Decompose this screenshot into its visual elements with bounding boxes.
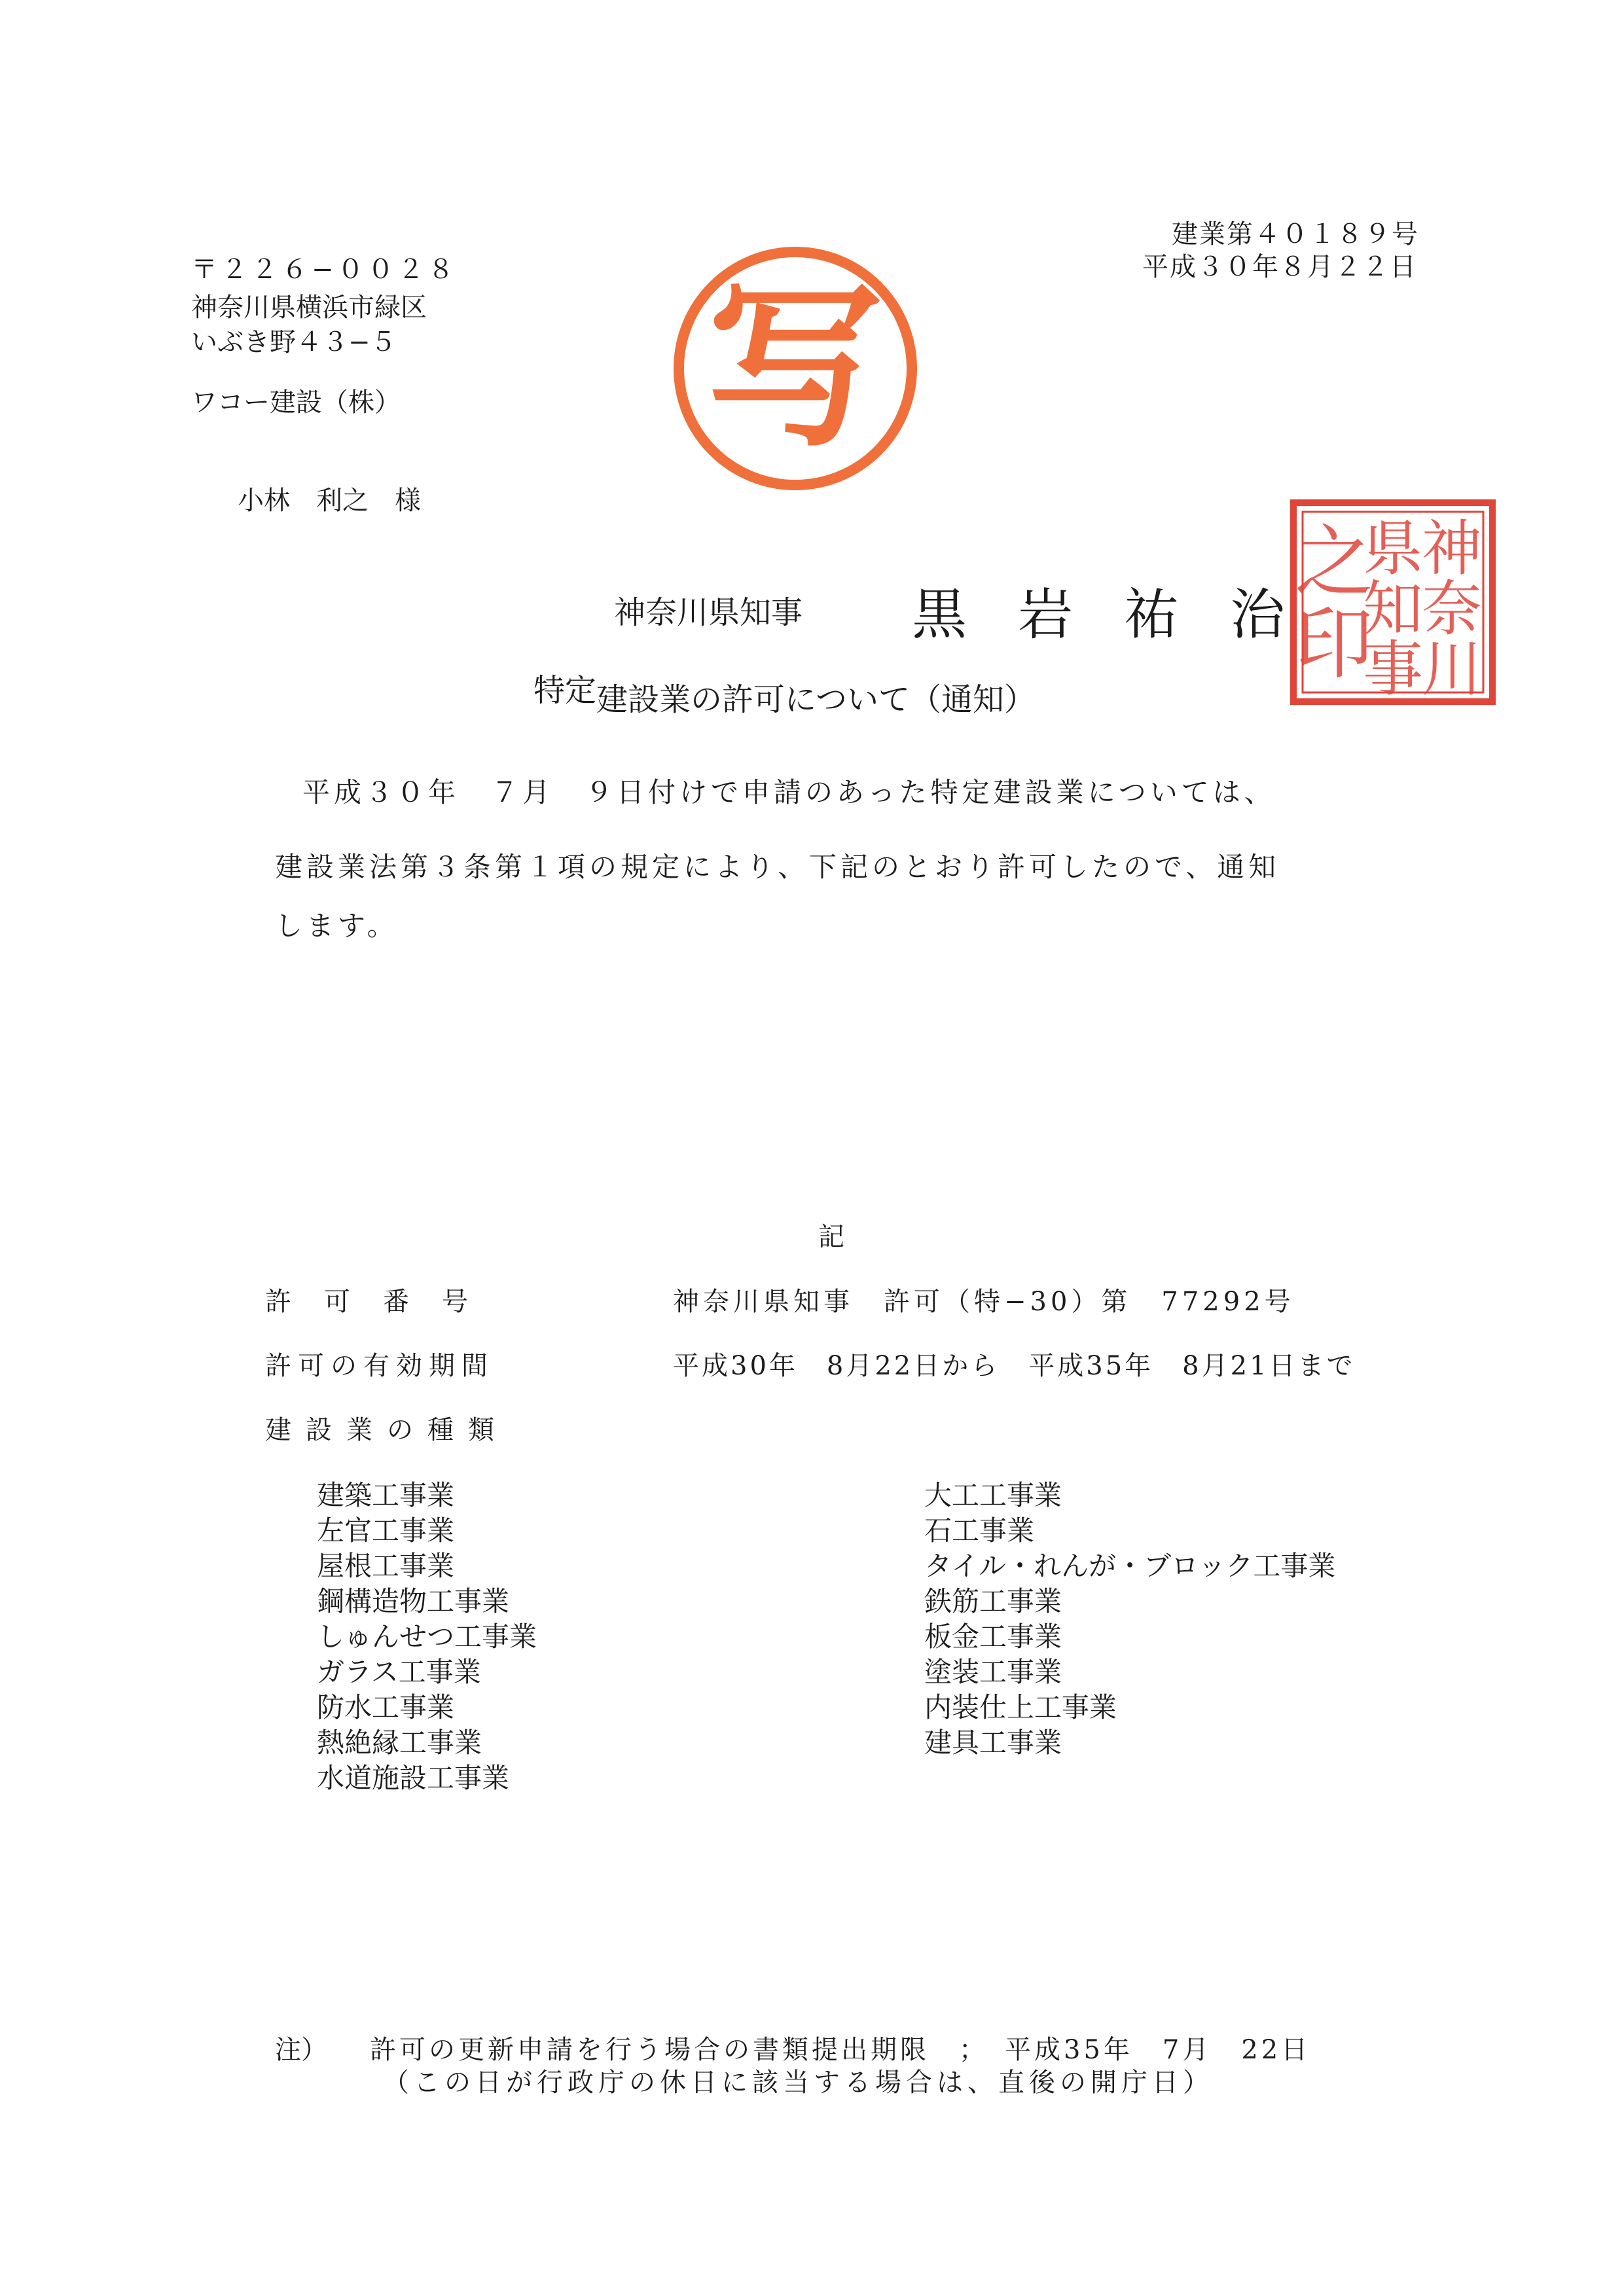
business-types-right-list [924,1478,1335,1761]
business-type-item: タイル・れんが・ブロック工事業 [924,1550,1336,1582]
official-seal-icon [1288,497,1498,707]
business-type-item: 大工工事業 [924,1479,1062,1511]
svg-text:奈: 奈 [1421,574,1483,644]
subject-line [533,674,1036,719]
body-line2: 建設業法第３条第１項の規定により、下記のとおり許可したので、通知 [275,851,1280,883]
svg-text:之: 之 [1295,517,1373,608]
note-line1: 許可の更新申請を行う場合の書類提出期限 ； 平成35年 7月 22日 [370,2035,1311,2065]
business-type-item: 鋼構造物工事業 [317,1585,510,1617]
svg-text:神: 神 [1421,514,1483,584]
svg-text:川: 川 [1421,634,1483,704]
issuer-title: 神奈川県知事 [614,594,803,631]
note-label: 注） [275,2035,327,2065]
business-type-item: 水道施設工事業 [317,1762,510,1794]
record-heading: 記 [818,1222,844,1252]
subject-main: 建設業の許可について（通知） [596,681,1036,718]
business-type-item: 内装仕上工事業 [924,1691,1117,1723]
business-types-label: 建設業の種類 [265,1415,509,1445]
business-type-item: しゅんせつ工事業 [317,1621,537,1653]
issuer-name: 黒岩祐治 [912,583,1337,647]
business-type-item: 防水工事業 [317,1691,455,1723]
business-type-item: 石工事業 [924,1515,1035,1547]
recipient-name: 小林 利之 様 [238,486,421,516]
permit-number-value: 神奈川県知事 許可（特−30）第 77292号 [673,1287,1295,1317]
validity-value: 平成30年 8月22日から 平成35年 8月21日まで [673,1351,1356,1381]
address-line1: 神奈川県横浜市緑区 [191,293,427,323]
business-type-item: 建具工事業 [924,1727,1062,1759]
business-type-item: 屋根工事業 [317,1550,455,1582]
business-type-item: 建築工事業 [317,1479,455,1511]
body-line1: 平成３０年 ７月 ９日付けで申請のあった特定建設業については、 [302,776,1276,808]
note-line2: （この日が行政庁の休日に該当する場合は、直後の開庁日） [383,2068,1214,2098]
recipient-company: ワコー建設（株） [191,387,401,418]
svg-text:知: 知 [1362,574,1424,644]
body-line3: します。 [275,910,399,942]
business-type-item: 鉄筋工事業 [924,1585,1062,1617]
document-number: 建業第４０１８９号 [1172,219,1419,249]
business-type-item: 左官工事業 [317,1515,455,1547]
validity-label: 許可の有効期間 [265,1351,494,1381]
business-types-left-list [317,1478,537,1796]
business-type-item: 板金工事業 [924,1621,1062,1653]
subject-prefix: 特定 [533,672,597,709]
svg-text:事: 事 [1362,634,1424,704]
svg-text:印: 印 [1295,599,1373,690]
svg-text:写: 写 [707,264,884,471]
document-date: 平成３０年８月２２日 [1142,252,1417,282]
postal-code: 〒２２６−００２８ [191,255,458,285]
business-type-item: ガラス工事業 [317,1656,481,1688]
business-type-item: 塗装工事業 [924,1656,1062,1688]
svg-text:県: 県 [1362,514,1424,584]
business-type-item: 熱絶縁工事業 [317,1727,482,1759]
address-line2: いぶき野４３−５ [191,327,397,357]
permit-number-label: 許可番号 [265,1287,501,1317]
copy-stamp-icon [671,244,920,493]
